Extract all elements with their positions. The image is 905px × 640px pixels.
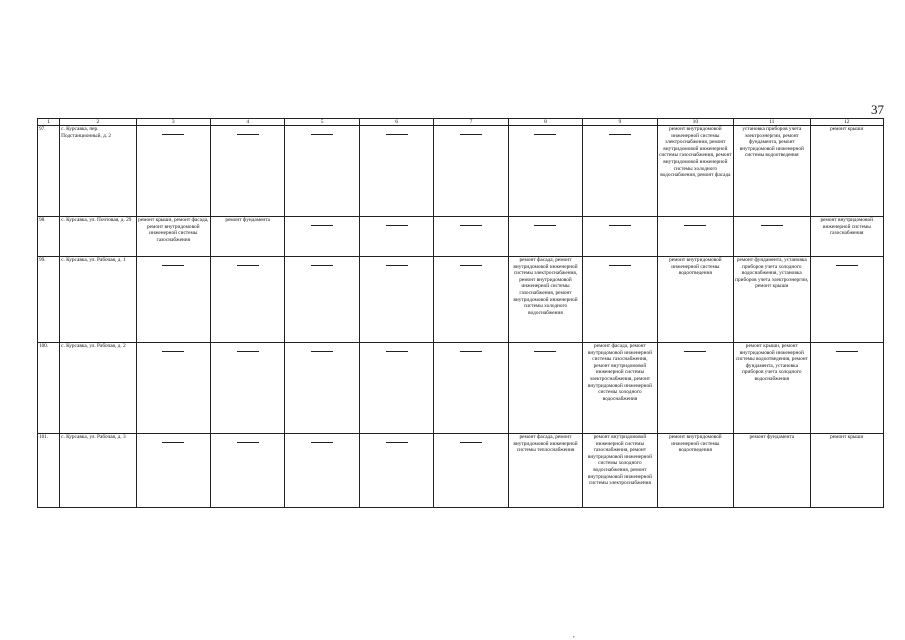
work-cell: ремонт фундамента (211, 217, 285, 257)
empty-cell (434, 217, 508, 257)
work-cell: ремонт крыши (810, 126, 884, 217)
dash-mark (311, 351, 333, 352)
empty-cell (211, 343, 285, 434)
empty-cell (583, 126, 657, 217)
table-row (38, 257, 884, 343)
dash-mark (836, 351, 858, 352)
dash-mark (162, 134, 184, 135)
empty-cell (136, 126, 210, 217)
column-header: 9 (583, 119, 657, 126)
table-row (38, 126, 884, 217)
dash-mark (386, 351, 408, 352)
empty-cell (285, 434, 359, 508)
empty-cell (211, 257, 285, 343)
column-header: 6 (359, 119, 433, 126)
work-cell: ремонт внутридомовой инженерной системы газоснабжения, ремонт внутридомовой инженерной системы холодного водоснабжения, ремонт внутридомовой инженерной системы электроснабжения (583, 434, 657, 508)
dash-mark (237, 265, 259, 266)
empty-cell (136, 434, 210, 508)
column-header: 12 (810, 119, 884, 126)
dash-mark (162, 442, 184, 443)
empty-cell (211, 434, 285, 508)
dash-mark (460, 134, 482, 135)
empty-cell (657, 217, 733, 257)
work-cell: ремонт фундамента, установка приборов учета холодного водоснабжения, установка приборов учета электроэнергии, ремонт крыши (734, 257, 810, 343)
work-cell: ремонт внутридомовой инженерной системы водоотведения (657, 434, 733, 508)
table-row (38, 217, 884, 257)
dash-mark (237, 442, 259, 443)
empty-cell (285, 126, 359, 217)
empty-cell (657, 343, 733, 434)
work-cell: установка приборов учета электроэнергии, ремонт фундамента, ремонт внутридомовой инженерной системы водоотведения (734, 126, 810, 217)
empty-cell (359, 257, 433, 343)
address-cell: с. Курсавка, ул. Рабочая, д. 2 (60, 343, 136, 434)
dash-mark (684, 225, 706, 226)
empty-cell (810, 343, 884, 434)
dash-mark (761, 225, 783, 226)
dash-mark (386, 134, 408, 135)
empty-cell (136, 257, 210, 343)
empty-cell (508, 217, 582, 257)
empty-cell (359, 343, 433, 434)
empty-cell (810, 257, 884, 343)
stray-mark: , (573, 631, 575, 639)
column-header: 3 (136, 119, 210, 126)
work-cell: ремонт внутридомовой инженерной системы газоснабжения (810, 217, 884, 257)
dash-mark (386, 225, 408, 226)
address-cell: с. Курсавка, ул. Рабочая, д. 3 (60, 434, 136, 508)
empty-cell (359, 434, 433, 508)
dash-mark (609, 225, 631, 226)
dash-mark (836, 265, 858, 266)
dash-mark (311, 265, 333, 266)
dash-mark (162, 265, 184, 266)
dash-mark (237, 351, 259, 352)
dash-mark (460, 265, 482, 266)
row-number: 99. (38, 257, 60, 343)
dash-mark (311, 134, 333, 135)
work-cell: ремонт фундамента (734, 434, 810, 508)
empty-cell (583, 257, 657, 343)
work-cell: ремонт фасада, ремонт внутридомовой инженерной системы электроснабжения, ремонт внутридомовой инженерной системы газоснабжения, ремонт внутридомовой инженерной системы холодного водоснабжения (508, 257, 582, 343)
column-header: 4 (211, 119, 285, 126)
dash-mark (386, 442, 408, 443)
dash-mark (311, 442, 333, 443)
work-cell: ремонт фасада, ремонт внутридомовой инженерной системы теплоснабжения (508, 434, 582, 508)
empty-cell (734, 217, 810, 257)
row-number: 100. (38, 343, 60, 434)
table-row (38, 343, 884, 434)
dash-mark (460, 442, 482, 443)
address-cell: с. Курсавка, ул. Почтовая, д. 29 (60, 217, 136, 257)
empty-cell (285, 343, 359, 434)
dash-mark (311, 225, 333, 226)
empty-cell (434, 343, 508, 434)
table-row (38, 434, 884, 508)
empty-cell (359, 126, 433, 217)
dash-mark (609, 134, 631, 135)
repair-schedule-table (37, 118, 884, 508)
address-cell: с. Курсавка, ул. Рабочая, д. 1 (60, 257, 136, 343)
empty-cell (359, 217, 433, 257)
empty-cell (136, 343, 210, 434)
dash-mark (534, 351, 556, 352)
column-header: 5 (285, 119, 359, 126)
dash-mark (684, 351, 706, 352)
column-header: 8 (508, 119, 582, 126)
work-cell: ремонт внутридомовой инженерной системы водоотведения (657, 257, 733, 343)
dash-mark (237, 134, 259, 135)
page-number: 37 (871, 102, 884, 117)
empty-cell (508, 343, 582, 434)
column-header: 2 (60, 119, 136, 126)
empty-cell (434, 434, 508, 508)
dash-mark (162, 351, 184, 352)
empty-cell (285, 257, 359, 343)
column-header: 1 (38, 119, 60, 126)
row-number: 97. (38, 126, 60, 217)
work-cell: ремонт крыши, ремонт внутридомовой инженерной системы водоотведения, ремонт фундамента, установка приборов учета холодного водоснабжения (734, 343, 810, 434)
dash-mark (460, 351, 482, 352)
column-header: 11 (734, 119, 810, 126)
dash-mark (386, 265, 408, 266)
work-cell: ремонт внутридомовой инженерной системы электроснабжения, ремонт внутридомовой инженерной системы газоснабжения, ремонт внутридомовой инженерной системы холодного водоснабжения, ремонт фасада (657, 126, 733, 217)
dash-mark (534, 225, 556, 226)
empty-cell (583, 217, 657, 257)
column-header: 7 (434, 119, 508, 126)
header-row (38, 119, 884, 126)
empty-cell (211, 126, 285, 217)
row-number: 98. (38, 217, 60, 257)
empty-cell (434, 257, 508, 343)
work-cell: ремонт крыши (810, 434, 884, 508)
row-number: 101. (38, 434, 60, 508)
dash-mark (534, 134, 556, 135)
empty-cell (434, 126, 508, 217)
work-cell: ремонт крыши, ремонт фасада, ремонт внутридомовой инженерной системы газоснабжения (136, 217, 210, 257)
column-header: 10 (657, 119, 733, 126)
work-cell: ремонт фасада, ремонт внутридомовой инженерной системы газоснабжения, ремонт внутридомовой инженерной системы электроснабжения, ремонт внутридомовой инженерной системы холодного водоснабжения (583, 343, 657, 434)
dash-mark (609, 265, 631, 266)
address-cell: с. Курсавка, пер. Подстанционный, д. 2 (60, 126, 136, 217)
dash-mark (460, 225, 482, 226)
empty-cell (508, 126, 582, 217)
empty-cell (285, 217, 359, 257)
